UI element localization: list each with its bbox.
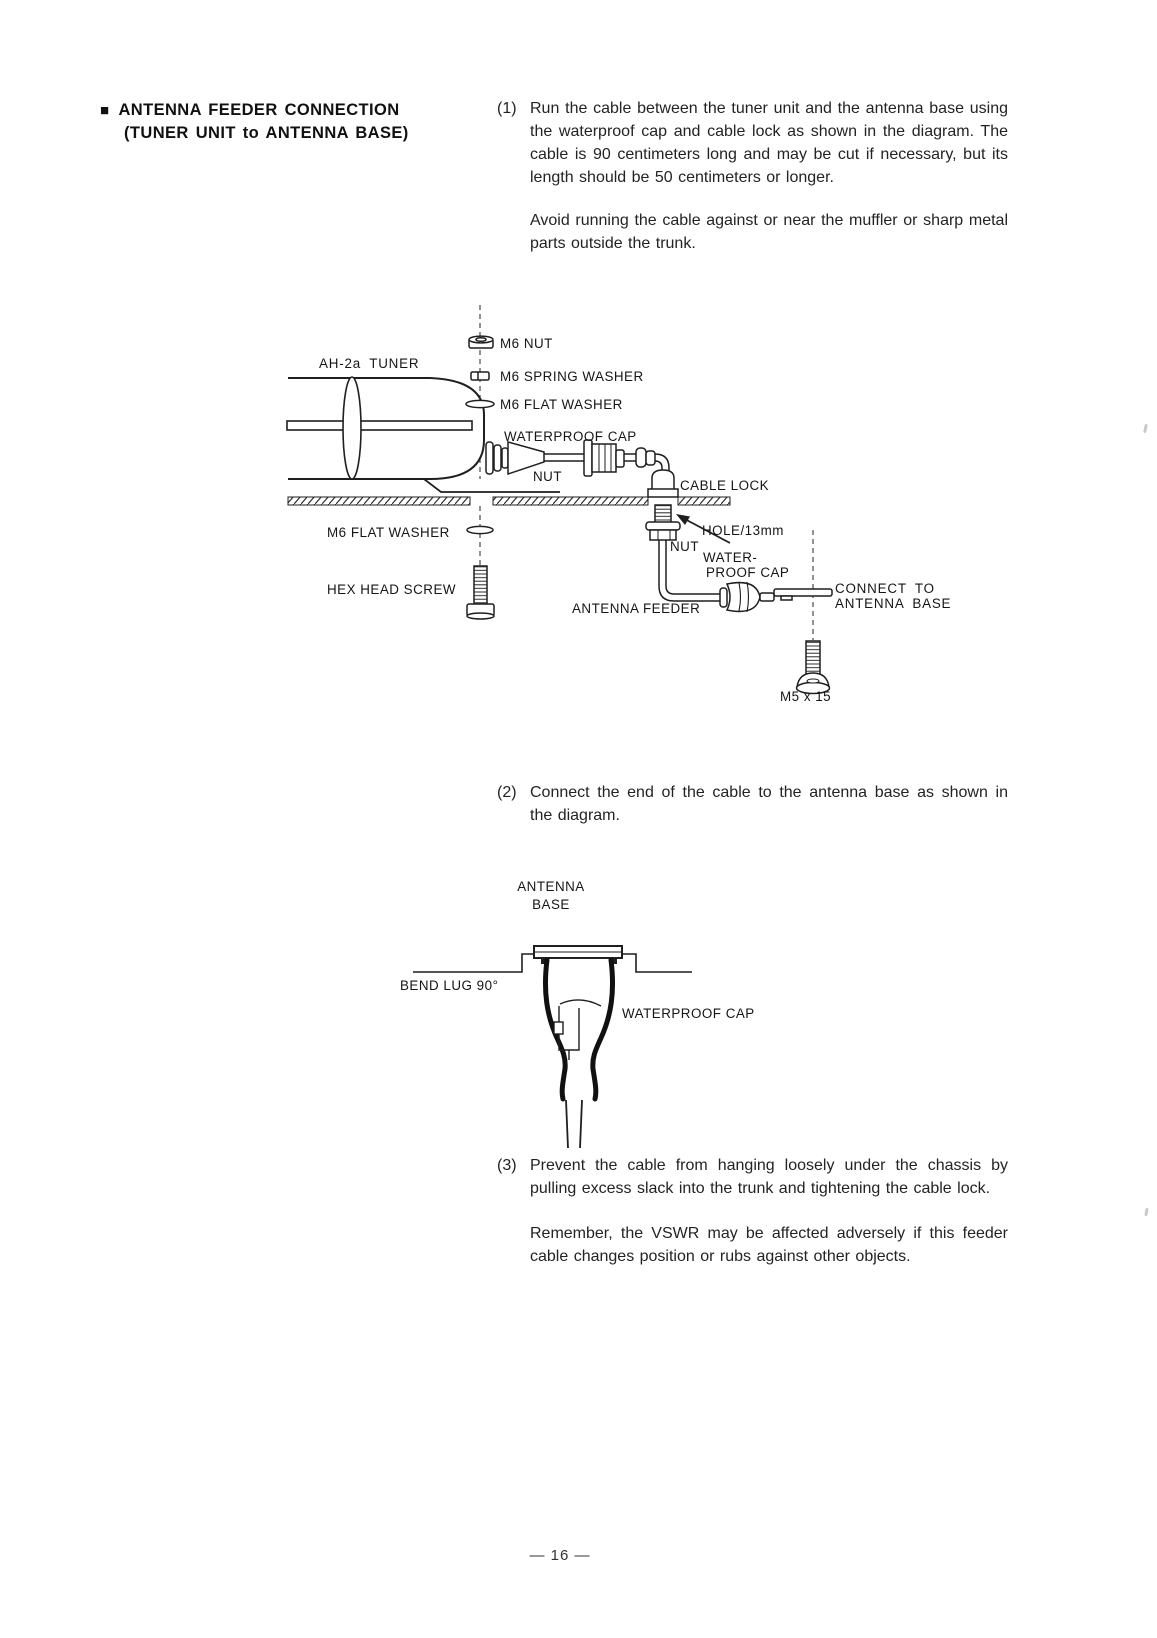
step-3-number: (3) — [497, 1157, 517, 1174]
label-antenna-feeder: ANTENNA FEEDER — [572, 601, 701, 616]
label-connect-line1: CONNECT TO — [835, 581, 935, 596]
m5-screw-glyph — [797, 641, 830, 694]
bend-lug-glyph — [774, 589, 832, 600]
label-bend-lug: BEND LUG 90° — [400, 978, 499, 993]
step-3-note-text: Remember, the VSWR may be affected adversely if this feeder cable changes position or rubs against other objects. — [530, 1225, 1008, 1265]
label-m6-spring-washer: M6 SPRING WASHER — [500, 369, 644, 384]
step-2 — [497, 781, 1008, 827]
trunk-lid-panel — [288, 497, 730, 505]
label-cable-lock: CABLE LOCK — [680, 478, 770, 493]
m6-spring-washer-glyph — [471, 372, 489, 380]
label-nut-top: NUT — [533, 469, 563, 484]
step-1-number: (1) — [497, 100, 517, 117]
page-number: — 16 — — [529, 1547, 591, 1564]
step-1-note — [497, 209, 1008, 255]
label-waterproof-cap-2: WATERPROOF CAP — [622, 1006, 755, 1021]
heading-line1: ANTENNA FEEDER CONNECTION — [118, 101, 400, 119]
m6-nut-glyph — [469, 336, 493, 348]
cap-cable-down — [566, 1100, 582, 1148]
square-bullet-icon: ■ — [100, 102, 110, 119]
diagram-antenna-base — [395, 868, 795, 1168]
label-water-line1: WATER- — [703, 550, 758, 565]
cable-connector-glyph — [636, 448, 655, 467]
label-nut-bottom: NUT — [670, 539, 700, 554]
heading-line2: (TUNER UNIT to ANTENNA BASE) — [124, 124, 409, 142]
label-waterproof-cap: WATERPROOF CAP — [504, 429, 637, 444]
cable-lock-glyph — [648, 470, 678, 526]
label-m5-screw: M5 x 15 — [780, 689, 832, 704]
step-1-text: Run the cable between the tuner unit and the antenna base using the waterproof cap and cable lock as shown in the diagram. The cable is 90 centimeters long and may be cut if necessary, but its length should be 50 centimeters or longer. — [530, 100, 1008, 186]
inline-nut-glyph — [584, 440, 624, 476]
lower-waterproof-cap-glyph — [720, 582, 774, 612]
label-tuner: AH-2a TUNER — [319, 356, 420, 371]
step-2-text: Connect the end of the cable to the antenna base as shown in the diagram. — [530, 784, 1008, 824]
step-3-note — [497, 1222, 1008, 1268]
label-m6-flat-washer-bottom: M6 FLAT WASHER — [327, 525, 450, 540]
step-1 — [497, 97, 1008, 189]
scan-speck — [1143, 424, 1148, 433]
label-hole-13mm: HOLE/13mm — [702, 523, 784, 538]
step-3 — [497, 1154, 1008, 1200]
diagram-feeder-routing — [280, 295, 1055, 710]
scan-speck — [1144, 1208, 1148, 1216]
m6-flat-washer-top-glyph — [466, 400, 494, 407]
assembly-axis-lines — [480, 305, 813, 640]
label-m6-nut: M6 NUT — [500, 336, 553, 351]
step-3-text: Prevent the cable from hanging loosely under the chassis by pulling excess slack into the trunk and tightening the cable lock. — [530, 1157, 1008, 1197]
step-2-number: (2) — [497, 784, 517, 801]
label-base: BASE — [532, 897, 570, 912]
section-heading — [100, 99, 409, 145]
lower-nut-glyph — [646, 522, 680, 540]
hex-head-screw-glyph — [467, 566, 494, 619]
label-antenna: ANTENNA — [517, 879, 585, 894]
label-connect-line2: ANTENNA BASE — [835, 596, 952, 611]
label-m6-flat-washer-top: M6 FLAT WASHER — [500, 397, 623, 412]
label-water-line2: PROOF CAP — [706, 565, 790, 580]
m6-flat-washer-bottom-glyph — [467, 526, 493, 533]
step-1-note-text: Avoid running the cable against or near the muffler or sharp metal parts outside the trunk. — [530, 212, 1008, 252]
label-hex-head-screw: HEX HEAD SCREW — [327, 582, 457, 597]
